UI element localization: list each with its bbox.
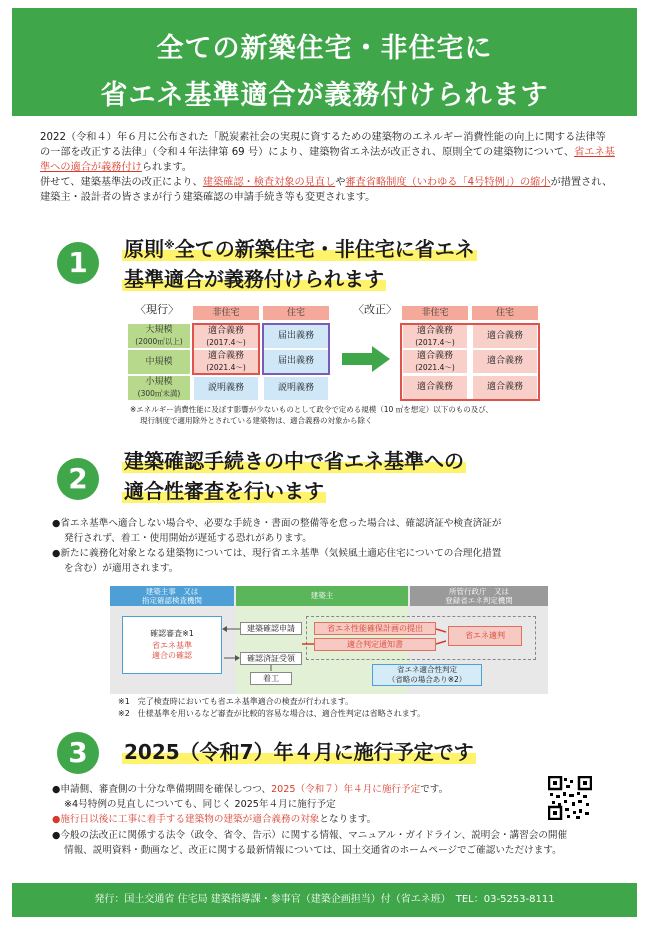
current-res-medium: 届出義務: [264, 350, 328, 373]
intro-paragraph-2: 併せて、建築基準法の改正により、建築確認・検査対象の見直しや審査省略制度（いわゆる「4号特例」）の縮小が措置され、建築主・設計者の皆さまが行う建築確認の申請手続き等も変更されます。: [40, 177, 613, 203]
current-label: 〈現行〉: [135, 302, 179, 316]
section3-title: 2025（令和7）年４月に施行予定です: [124, 740, 474, 764]
row-small: 小規模 (300㎡未満): [128, 376, 190, 400]
header-title-line1: 全ての新築住宅・非住宅に: [156, 33, 493, 64]
current-res-small: 説明義務: [264, 377, 328, 400]
intro-paragraph-1: 2022（令和４）年６月に公布された「脱炭素社会の実現に資するための建築物のエネルギー消費性能の向上に関する法律等の一部を改正する法律」（令和４年法律第 69 号）により、建築物省エネ法が改正され、原則全ての建築物について、省エネ基準への適合が義務付けられます。: [40, 132, 615, 173]
intro-highlight-1: 省エネ基準への適合が義務付け: [40, 147, 615, 173]
revised-nonres-small: 適合義務: [403, 376, 467, 399]
current-nonres-medium: 適合義務 (2021.4～): [194, 350, 258, 373]
current-col-nonres: 非住宅: [193, 306, 259, 320]
revised-col-nonres: 非住宅: [402, 306, 468, 320]
current-nonres-small: 説明義務: [194, 377, 258, 400]
flow-start-box: 着工: [250, 672, 292, 685]
revised-nonres-medium: 適合義務 (2021.4～): [403, 350, 467, 373]
current-col-res: 住宅: [263, 306, 329, 320]
section1-title: 原則※全ての新築住宅・非住宅に省エネ 基準適合が義務付けられます: [124, 236, 475, 291]
current-system-table: [125, 302, 335, 402]
section2-bullets: ●省エネ基準へ適合しない場合や、必要な手続き・書面の整備等を怠った場合は、確認済証や検査済証が 発行されず、着工・使用開始が遅延する恐れがあります。 ●新たに義務化対象となる建築物については、現行省エネ基準（気候風土適応住宅についての合理化措置 を含む）が適用されます。: [52, 518, 502, 574]
intro-highlight-2: 建築確認・検査対象の見直し: [202, 177, 336, 188]
section3-bullets: ●申請側、審査側の十分な準備期間を確保しつつ、2025（令和７）年４月に施行予定です。 ※4号特例の見直しについても、同じく 2025年４月に施行予定 ●施行日以後に工事に着手する建築物の建築が適合義務の対象となります。: [52, 784, 449, 825]
revised-system-table: [350, 302, 540, 402]
confirmation-flow-diagram: [110, 586, 548, 694]
revised-label: 〈改正〉: [353, 302, 397, 316]
revised-res-medium: 適合義務: [473, 350, 537, 373]
flow-header-authority: 建築主事 又は 指定確認検査機関: [110, 586, 234, 606]
revised-nonres-large: 適合義務 (2017.4～): [403, 325, 467, 348]
current-res-large: 届出義務: [264, 325, 328, 348]
section3-bullet-info: ●今般の法改正に関係する法令（政令、省令、告示）に関する情報、マニュアル・ガイドライン、説明会・講習会の開催 情報、説明資料・動画など、改正に関する最新情報については、国土交通省のホームページでご確認いただけます。: [52, 830, 568, 856]
flow-certificate-box: 確認済証受領: [240, 652, 302, 665]
revised-res-large: 適合義務: [473, 325, 537, 348]
flow-judge2-box: 省エネ適合性判定 （省略の場合あり※2）: [372, 664, 482, 686]
footer-publisher: 発行：国土交通省 住宅局 建築指導課・参事官（建築企画担当）付（省エネ班） TEL：03-5253-8111: [12, 883, 637, 917]
current-nonres-large: 適合義務 (2017.4～): [194, 325, 258, 348]
section1-number-badge: 1: [57, 242, 99, 284]
qr-code-icon[interactable]: [548, 776, 592, 820]
row-medium: 中規模: [128, 350, 190, 374]
section2-footnotes: ※1 完了検査時においても省エネ基準適合の検査が行われます。 ※2 仕様基準を用いるなど審査が比較的容易な場合は、適合性判定は省略されます。: [118, 697, 426, 718]
section1-note: ※エネルギー消費性能に及ぼす影響が少ないものとして政令で定める規模（10 ㎡を想定）以下のもの及び、 現行制度で適用除外とされている建築物は、適合義務の対象から除く: [130, 405, 493, 425]
flow-submit-box: 省エネ性能確保計画の提出: [314, 622, 436, 635]
flow-notice-box: 適合判定通知書: [314, 638, 436, 651]
revised-col-res: 住宅: [472, 306, 538, 320]
flow-review-box: 確認審査※1 省エネ基準 適合の確認: [122, 616, 222, 674]
section2-number-badge: 2: [57, 458, 99, 500]
intro-highlight-3: 審査省略制度（いわゆる「4号特例」）の縮小: [345, 177, 551, 188]
flow-arrows-icon: [110, 586, 548, 694]
flow-header-agency: 所管行政庁 又は 登録省エネ判定機関: [410, 586, 548, 606]
revised-res-small: 適合義務: [473, 376, 537, 399]
section3-number-badge: 3: [57, 732, 99, 774]
header-banner: [12, 8, 637, 116]
flow-header-owner: 建築主: [236, 586, 408, 606]
intro-text: [40, 130, 615, 205]
flow-judge-box: 省エネ適判: [448, 626, 522, 646]
section2-title: 建築確認手続きの中で省エネ基準への 適合性審査を行います: [124, 449, 464, 503]
row-large: 大規模 (2000㎡以上): [128, 324, 190, 348]
flow-apply-box: 建築確認申請: [240, 622, 302, 635]
header-title-line2: 省エネ基準適合が義務付けられます: [100, 80, 549, 111]
